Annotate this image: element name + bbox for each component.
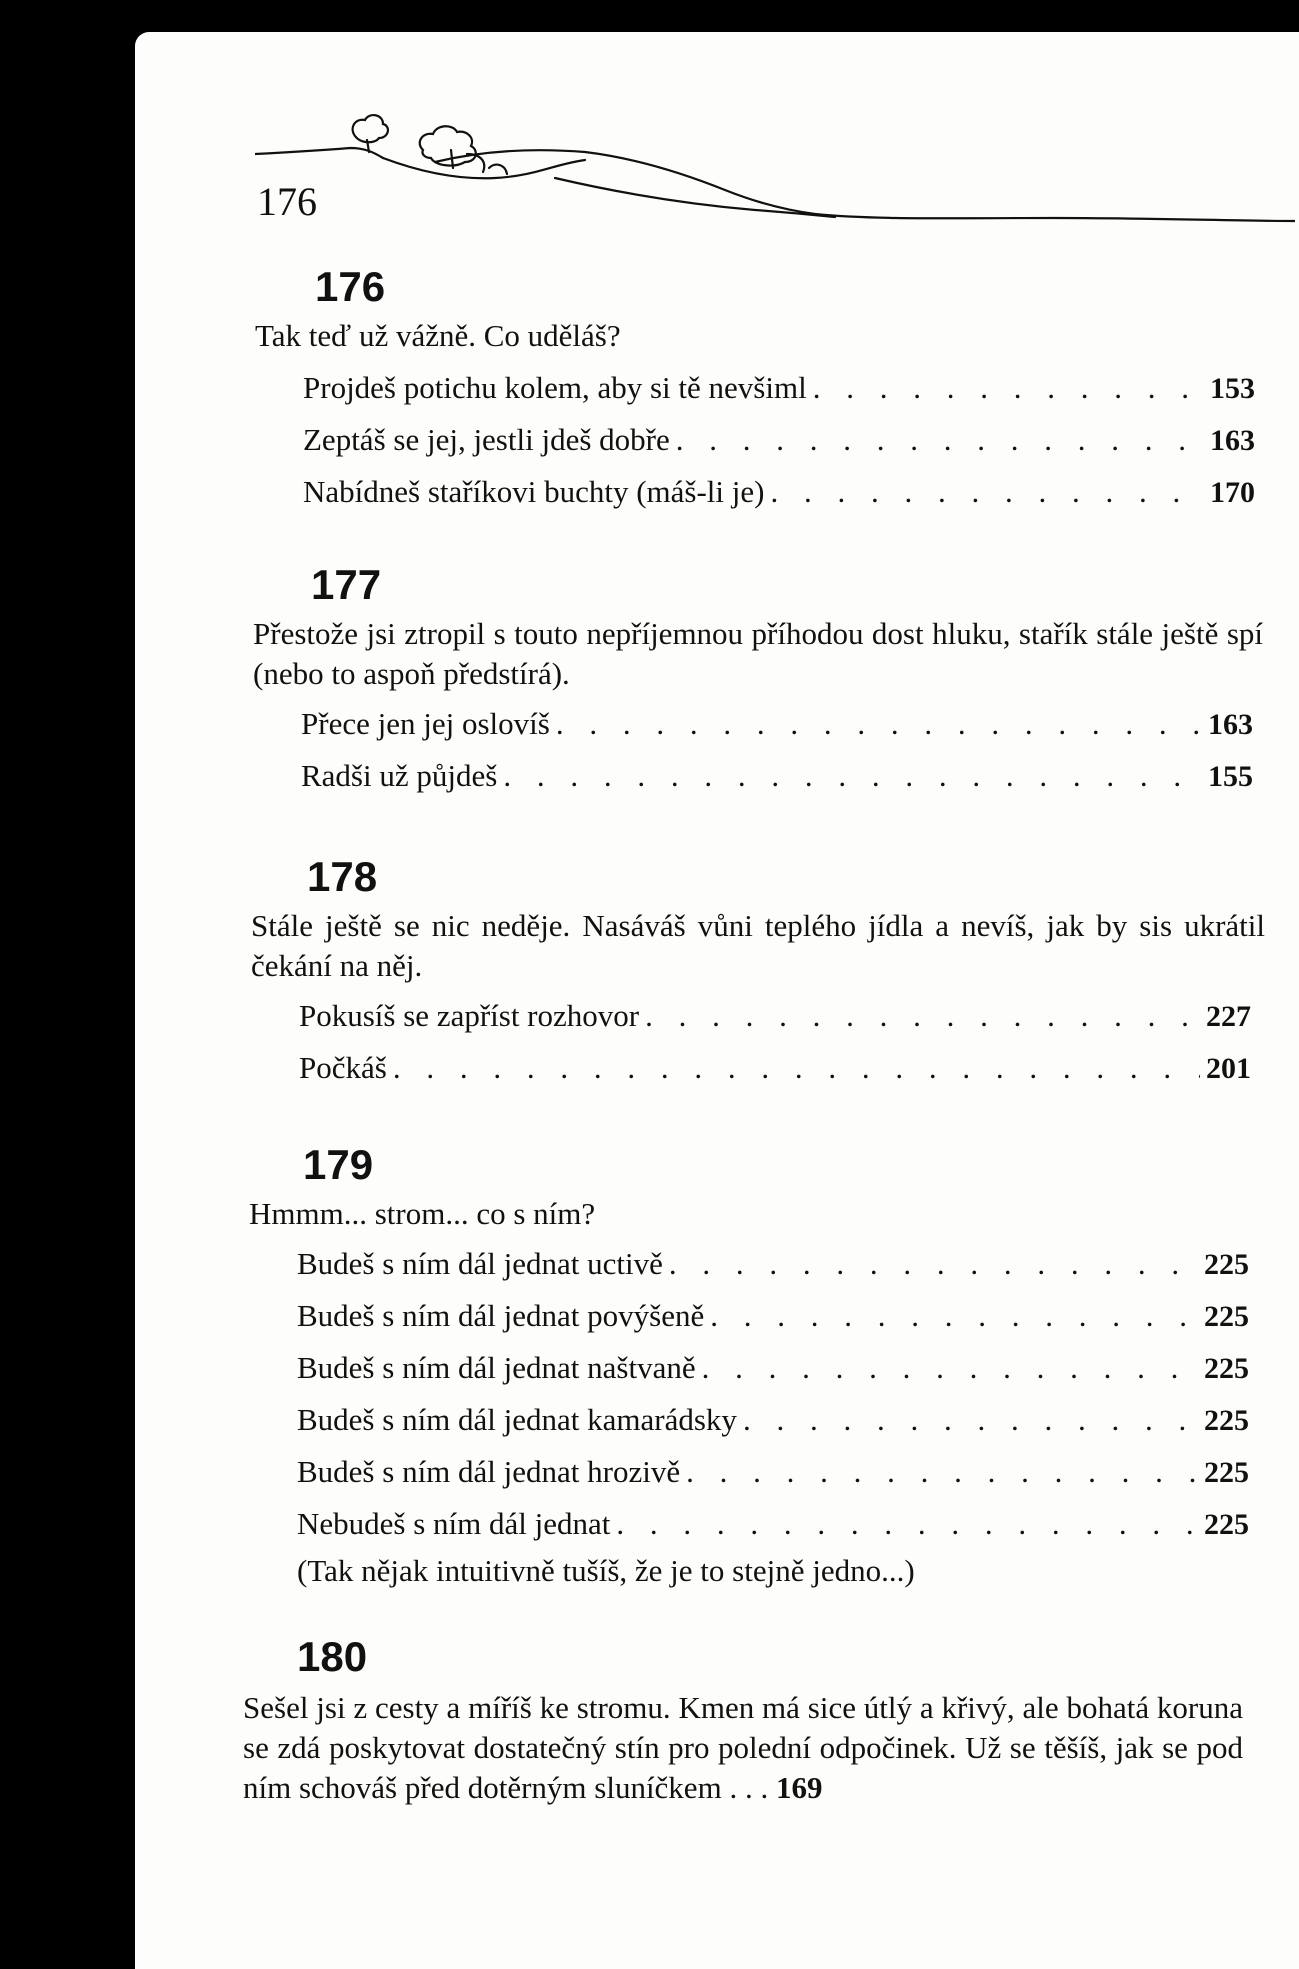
landscape-illustration [255,92,1295,242]
inline-target[interactable]: 169 [775,1770,823,1805]
choice-item[interactable] [297,1238,1249,1290]
dot-leader [503,750,1202,801]
section-text-paragraph [243,1688,1243,1808]
choice-label: Počkáš [299,1050,387,1085]
section-number: 179 [303,1141,374,1188]
section-number: 176 [315,263,386,310]
dot-leader [813,362,1204,413]
section-note: (Tak nějak intuitivně tušíš, že je to stejně jedno...) [297,1553,915,1588]
choice-target[interactable]: 225 [1204,1352,1249,1385]
choice-item[interactable] [303,466,1255,518]
choice-label: Přece jen jej oslovíš [301,706,550,741]
section-text: Tak teď už vážně. Co uděláš? [255,318,621,353]
section-number: 177 [311,561,382,608]
choice-item[interactable] [297,1342,1249,1394]
section-178 [251,852,1265,1094]
choice-label: Budeš s ním dál jednat uctivě [297,1246,663,1281]
section-177 [253,560,1263,802]
choice-label: Budeš s ním dál jednat povýšeně [297,1298,705,1333]
section-180 [243,1632,1243,1808]
choice-target[interactable]: 153 [1210,372,1255,405]
choice-target[interactable]: 163 [1210,424,1255,457]
page-number: 176 [257,179,317,224]
dot-leader [556,698,1202,749]
section-179 [249,1140,1249,1592]
choice-target[interactable]: 170 [1210,476,1255,509]
book-page [135,32,1299,1969]
choice-list [251,990,1251,1094]
choice-list [249,1238,1249,1550]
section-text: Přestože jsi ztropil s touto nepříjemnou příhodou dost hluku, stařík stále ještě spí (nebo to aspoň předstírá). [253,616,1263,691]
choice-label: Budeš s ním dál jednat hrozivě [297,1454,681,1489]
section-number: 180 [297,1633,368,1680]
choice-item[interactable] [297,1498,1249,1550]
choice-item[interactable] [299,990,1251,1042]
choice-item[interactable] [303,362,1255,414]
choice-target[interactable]: 201 [1206,1052,1251,1085]
section-text: Stále ještě se nic neděje. Nasáváš vůni teplého jídla a nevíš, jak by sis ukrátil čekání na něj. [251,908,1265,983]
choice-item[interactable] [297,1290,1249,1342]
choice-target[interactable]: 225 [1204,1456,1249,1489]
dot-leader [710,1290,1198,1341]
dot-leader [770,466,1204,517]
choice-label: Radši už půjdeš [301,758,498,793]
section-176 [255,262,1285,518]
choice-label: Pokusíš se zapříst rozhovor [299,998,640,1033]
choice-label: Budeš s ním dál jednat naštvaně [297,1350,696,1385]
dot-leader [743,1394,1198,1445]
choice-item[interactable] [299,1042,1251,1094]
choice-item[interactable] [301,750,1253,802]
choice-list [255,362,1255,518]
dot-leader [393,1042,1200,1093]
inline-dot-leader: . . . [721,1770,776,1805]
section-text: Hmmm... strom... co s ním? [249,1196,596,1231]
choice-list [253,698,1253,802]
choice-target[interactable]: 225 [1204,1404,1249,1437]
choice-target[interactable]: 225 [1204,1508,1249,1541]
choice-label: Zeptáš se jej, jestli jdeš dobře [303,422,670,457]
dot-leader [645,990,1200,1041]
choice-label: Budeš s ním dál jednat kamarádsky [297,1402,737,1437]
dot-leader [676,414,1204,465]
choice-label: Nabídneš staříkovi buchty (máš-li je) [303,474,765,509]
section-text: Sešel jsi z cesty a míříš ke stromu. Kmen má sice útlý a křivý, ale bohatá koruna se zdá poskytovat dostatečný stín pro polední odpočinek. Už se těšíš, jak se pod ním schováš před dotěrným sluníčkem [243,1690,1243,1805]
section-number: 178 [307,853,378,900]
choice-item[interactable] [297,1446,1249,1498]
dot-leader [616,1498,1198,1549]
choice-item[interactable] [301,698,1253,750]
page-header [255,92,1295,242]
dot-leader [702,1342,1198,1393]
choice-target[interactable]: 227 [1206,1000,1251,1033]
choice-label: Nebudeš s ním dál jednat [297,1506,611,1541]
choice-target[interactable]: 225 [1204,1300,1249,1333]
choice-item[interactable] [303,414,1255,466]
dot-leader [669,1238,1198,1289]
choice-target[interactable]: 225 [1204,1248,1249,1281]
choice-label: Projdeš potichu kolem, aby si tě nevšiml [303,370,807,405]
choice-target[interactable]: 163 [1208,708,1253,741]
choice-target[interactable]: 155 [1208,760,1253,793]
dot-leader [686,1446,1198,1497]
choice-item[interactable] [297,1394,1249,1446]
